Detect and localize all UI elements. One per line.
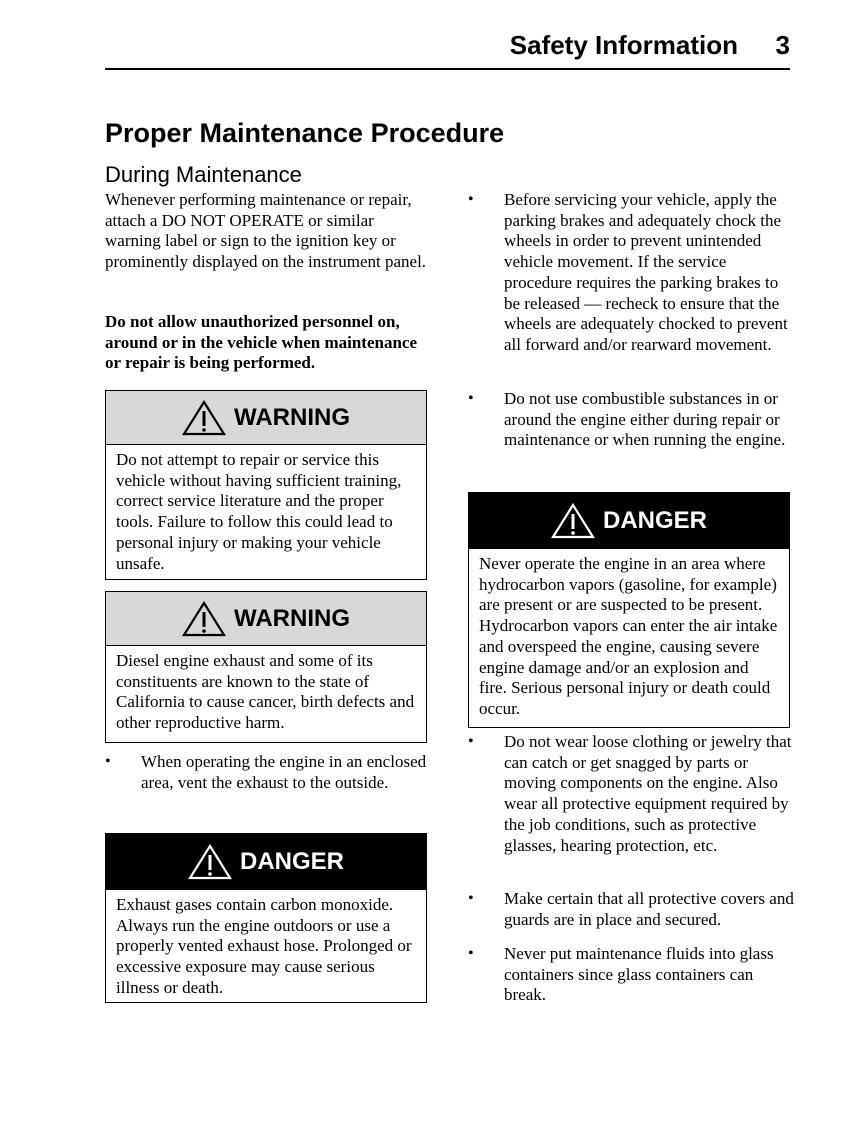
section-title: Proper Maintenance Procedure xyxy=(105,118,505,148)
danger-label-1: DANGER xyxy=(239,848,344,875)
list-item xyxy=(468,944,790,1010)
bullet-icon: • xyxy=(468,733,474,750)
warning-header-1 xyxy=(106,391,426,445)
bullet-icon: • xyxy=(468,945,474,962)
danger-text-1: Exhaust gases contain carbon monoxide. Always run the engine outdoors or use a properly vented exhaust hose. Prolonged or excessive exposure may cause serious illness or death. xyxy=(116,895,412,997)
bullet-text: Do not wear loose clothing or jewelry that can catch or get snagged by parts or moving components on the engine. Also wear all protective equipment required by the job conditions, such as protective glasses, hearing protection, etc. xyxy=(504,732,792,855)
list-item xyxy=(468,389,790,475)
page-header xyxy=(105,28,790,70)
bullet-text: When operating the engine in an enclosed area, vent the exhaust to the outside. xyxy=(141,752,427,792)
bullet-icon: • xyxy=(468,390,474,407)
danger-label-2: DANGER xyxy=(602,507,707,534)
subsection-title: During Maintenance xyxy=(105,162,302,187)
danger-triangle-icon xyxy=(188,844,232,880)
warning-box-2 xyxy=(105,591,427,743)
bullet-text: Never put maintenance fluids into glass containers since glass containers can break. xyxy=(504,944,774,1005)
intro-paragraph xyxy=(105,190,427,273)
list-item xyxy=(468,889,794,933)
list-item xyxy=(468,732,790,880)
warning-text-1: Do not attempt to repair or service this vehicle without having sufficient training, correct service literature and the proper tools. Failure to follow this could lead to personal injury or making your vehicle unsafe. xyxy=(116,450,402,573)
danger-text-2: Never operate the engine in an area where hydrocarbon vapors (gasoline, for example) are present or are suspected to be present. Hydrocarbon vapors can enter the air intake and overspeed the engine, causing severe engine damage and/or an explosion and fire. Serious personal injury or death could occur. xyxy=(479,554,778,718)
bullet-text: Do not use combustible substances in or around the engine either during repair or maintenance or when running the engine. xyxy=(504,389,786,450)
bold-paragraph xyxy=(105,312,427,374)
bullet-icon: • xyxy=(468,890,474,907)
page-number: 3 xyxy=(775,30,790,60)
bold-notice-text: Do not allow unauthorized personnel on, around or in the vehicle when maintenance or repair is being performed. xyxy=(105,312,417,373)
danger-triangle-icon xyxy=(551,503,595,539)
bullet-icon: • xyxy=(105,753,111,770)
header-title: Safety Information xyxy=(509,30,738,60)
danger-header-1 xyxy=(106,834,426,890)
bullet-text: Before servicing your vehicle, apply the parking brakes and adequately chock the wheels in order to prevent unintended vehicle movement. If the service procedure requires the parking brakes to be released — recheck to ensure that the wheels are adequately chocked to prevent all forward and/or rearward movement. xyxy=(504,190,788,354)
warning-label-2: WARNING xyxy=(234,604,350,632)
danger-header-2 xyxy=(469,493,789,549)
list-item xyxy=(105,752,427,818)
bullet-icon: • xyxy=(468,191,474,208)
warning-triangle-icon xyxy=(182,601,226,637)
list-item xyxy=(468,190,790,380)
bullet-text: Make certain that all protective covers and guards are in place and secured. xyxy=(504,889,794,929)
danger-box-2 xyxy=(468,492,790,728)
warning-label-1: WARNING xyxy=(234,403,350,431)
warning-header-2 xyxy=(106,592,426,646)
danger-box-1 xyxy=(105,833,427,1003)
warning-text-2: Diesel engine exhaust and some of its constituents are known to the state of California to cause cancer, birth defects and other reproductive harm. xyxy=(116,651,415,733)
warning-box-1 xyxy=(105,390,427,580)
warning-triangle-icon xyxy=(182,400,226,436)
intro-text: Whenever performing maintenance or repair, attach a DO NOT OPERATE or similar warning label or sign to the ignition key or prominently displayed on the instrument panel. xyxy=(105,190,427,272)
